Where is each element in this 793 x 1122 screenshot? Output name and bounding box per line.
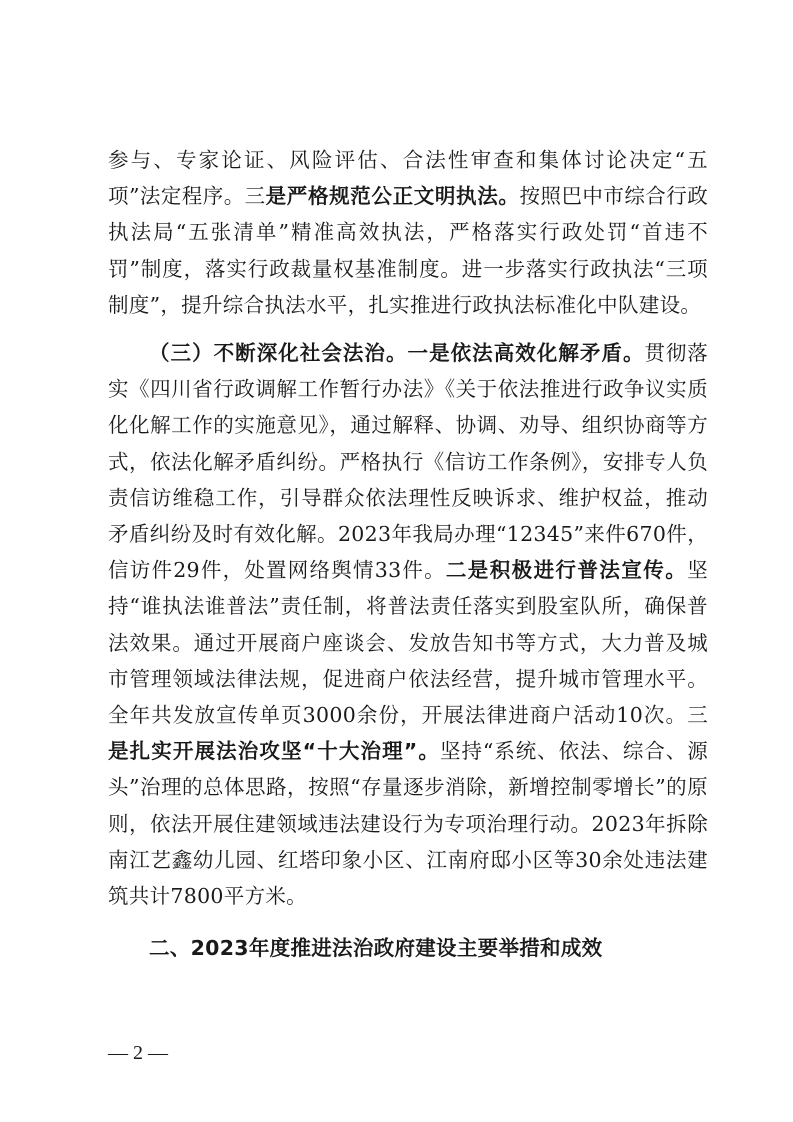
paragraph-text: 贯彻落实《四川省行政调解工作暂行办法》《关于依法推进行政争议实质化化解工作的实施意见》，通过解释、协调、劝导、组织协商等方式，依法化解矛盾纠纷。严格执行《信访工作条例》，安排专人负责信访维稳工作，引导群众依法理性反映诉求、维护权益，推动矛盾纠纷及时有效化解。2023年我局办理“12345”来件670件，信访件29件，处置网络舆情33件。 [108, 341, 709, 583]
page-number: — 2 — [108, 1042, 168, 1064]
bold-phrase: 是严格规范公正文明执法。 [265, 184, 520, 209]
paragraph-text: 按照巴中市综合行政执法局“五张清单”精准高效执法，严格落实行政处罚“首违不罚”制度，落实行政裁量权基准制度。进一步落实行政执法“三项制度”，提升综合执法水平，扎实推进行政执法标准化中队建设。 [108, 184, 708, 317]
paragraph-text: 坚持“系统、依法、综合、源头”治理的总体思路，按照“存量逐步消除，新增控制零增长”的原则，依法开展住建领域违法建设行为专项治理行动。2023年拆除南江艺鑫幼儿园、红塔印象小区、江南府邸小区等30余处违法建筑共计7800平方米。 [108, 739, 708, 909]
paragraph-text: 坚持“谁执法谁普法”责任制，将普法责任落实到股室队所，确保普法效果。通过开展商户座谈会、发放告知书等方式，大力普及城市管理领域法律法规，促进商户依法经营，提升城市管理水平。全年共发放宣传单页3000余份，开展法律进商户活动10次。三 [108, 558, 708, 728]
document-body [108, 142, 708, 966]
section-title: （三）不断深化社会法治。 [149, 341, 408, 366]
bold-phrase: 一是依法高效化解矛盾。 [407, 341, 645, 366]
paragraph-text: 参与、专家论证、风险评估、合法性审查和集体讨论决定“五项”法定程序。三 [108, 148, 708, 209]
paragraph-social-rule-of-law [108, 335, 708, 914]
bold-phrase: 二是积极进行普法宣传。 [445, 558, 688, 583]
section-heading: 二、2023年度推进法治政府建设主要举措和成效 [149, 936, 603, 961]
bold-phrase: 是扎实开展法治攻坚“十大治理”。 [108, 739, 441, 764]
paragraph-enforcement [108, 142, 708, 323]
